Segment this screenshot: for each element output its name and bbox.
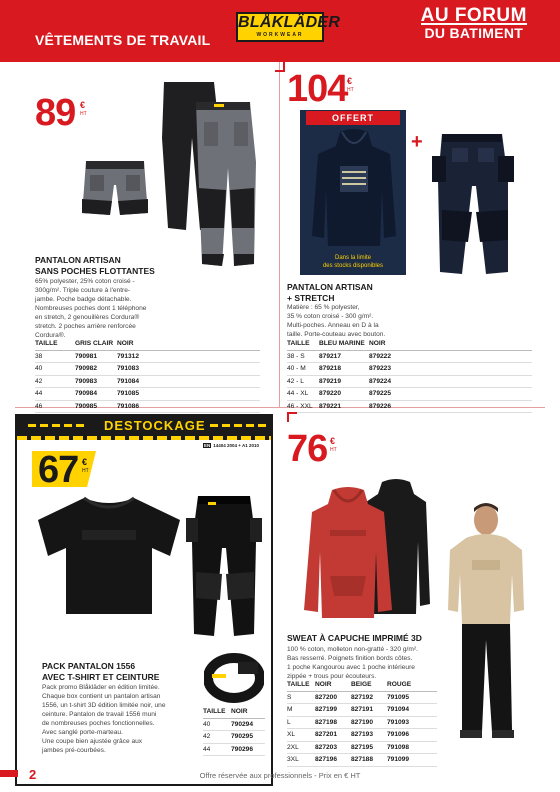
hazard-stripe bbox=[17, 436, 271, 440]
price-product-1: 89 bbox=[35, 92, 76, 134]
desc-line: zippée + trous pour écouteurs. bbox=[287, 673, 377, 680]
shorts-image bbox=[80, 155, 150, 230]
product-3-description bbox=[42, 683, 202, 755]
cell: 791083 bbox=[117, 363, 260, 376]
page-number: 2 bbox=[29, 767, 37, 782]
cell: 40 bbox=[35, 363, 75, 376]
logo-subtext: WORKWEAR bbox=[256, 32, 304, 38]
product-3-size-table bbox=[203, 707, 265, 756]
cell: S bbox=[287, 691, 315, 704]
product-1-description bbox=[35, 277, 270, 340]
model-beige-hoodie-image bbox=[440, 500, 530, 760]
product-4-size-table bbox=[287, 680, 437, 767]
col-header: TAILLE bbox=[287, 339, 319, 350]
cell: 791095 bbox=[387, 691, 437, 704]
cell: 42 bbox=[35, 375, 75, 388]
product-4-description bbox=[287, 645, 462, 681]
cell: 791098 bbox=[387, 741, 437, 754]
column-divider bbox=[279, 62, 280, 407]
cell: 879226 bbox=[369, 400, 532, 413]
table-row bbox=[287, 741, 437, 754]
cell: 827190 bbox=[351, 716, 387, 729]
brand-line-2: DU BATIMENT bbox=[421, 23, 527, 41]
col-header: NOIR bbox=[231, 707, 265, 718]
corner-mark bbox=[287, 412, 297, 422]
banner-dash-right bbox=[210, 424, 270, 427]
product-1-title bbox=[35, 255, 155, 277]
desc-line: 100 % coton, molleton non-gratté - 320 g/m². bbox=[287, 646, 418, 653]
cell: 42 - L bbox=[287, 375, 319, 388]
table-row bbox=[287, 729, 437, 742]
section-title: VÊTEMENTS DE TRAVAIL bbox=[35, 32, 211, 48]
cell: 44 bbox=[35, 388, 75, 401]
cell: 879217 bbox=[319, 350, 369, 363]
cell: 879224 bbox=[369, 375, 532, 388]
product-2-title-line-1: PANTALON ARTISAN bbox=[287, 282, 373, 292]
product-1-title-line-2: SANS POCHES FLOTTANTES bbox=[35, 266, 155, 276]
product-3-title bbox=[42, 661, 159, 683]
pants-1556-image bbox=[184, 492, 264, 642]
cell: 879225 bbox=[369, 388, 532, 401]
cell: 879223 bbox=[369, 363, 532, 376]
desc-line: 1556, un t-shirt 3D édition limitée noir, une bbox=[42, 702, 166, 709]
product-3-title-line-2: AVEC T-SHIRT ET CEINTURE bbox=[42, 672, 160, 682]
col-header: TAILLE bbox=[203, 707, 231, 718]
desc-line: 1 poche Kangourou avec 1 poche intérieure bbox=[287, 664, 415, 671]
col-header: ROUGE bbox=[387, 680, 437, 691]
table-header-row bbox=[287, 680, 437, 691]
table-header-row bbox=[203, 707, 265, 718]
col-header: NOIR bbox=[315, 680, 351, 691]
cell: 790982 bbox=[75, 363, 117, 376]
table-row bbox=[203, 718, 265, 731]
cell: 827199 bbox=[315, 704, 351, 717]
desc-line: 65% polyester, 25% coton croisé - bbox=[35, 278, 135, 285]
col-header: NOIR bbox=[369, 339, 532, 350]
table-row bbox=[287, 388, 532, 401]
cell: 791094 bbox=[387, 704, 437, 717]
cell: 791086 bbox=[117, 400, 260, 413]
table-row bbox=[35, 388, 260, 401]
product-2-title-line-2: + STRETCH bbox=[287, 293, 335, 303]
table-row bbox=[203, 743, 265, 756]
table-row bbox=[287, 350, 532, 363]
cell: 790295 bbox=[231, 731, 265, 744]
cell: 827193 bbox=[351, 729, 387, 742]
tax-label: HT bbox=[82, 468, 89, 474]
cell: 827192 bbox=[351, 691, 387, 704]
table-row bbox=[35, 363, 260, 376]
tax-label: HT bbox=[330, 447, 337, 453]
product-2-description bbox=[287, 303, 537, 339]
currency-symbol: € bbox=[347, 76, 353, 86]
table-row bbox=[35, 375, 260, 388]
cell: 790983 bbox=[75, 375, 117, 388]
desc-line: Nombreuses poches dont 1 téléphone bbox=[35, 305, 147, 312]
product-3-title-line-1: PACK PANTALON 1556 bbox=[42, 661, 136, 671]
table-header-row bbox=[287, 339, 532, 350]
belt-image bbox=[204, 652, 264, 706]
tshirt-image bbox=[34, 494, 184, 618]
col-header: BLEU MARINE bbox=[319, 339, 369, 350]
desc-line: Avec sanglé porte-marteau. bbox=[42, 729, 123, 736]
currency-symbol: € bbox=[330, 436, 336, 446]
tax-label: HT bbox=[80, 111, 87, 117]
table-row bbox=[35, 400, 260, 413]
cell: 791099 bbox=[387, 754, 437, 767]
destockage-label: DESTOCKAGE bbox=[104, 418, 206, 433]
banner-dash-left bbox=[28, 424, 88, 427]
table-row bbox=[203, 731, 265, 744]
col-header: NOIR bbox=[117, 339, 260, 350]
table-row bbox=[287, 704, 437, 717]
table-row bbox=[35, 350, 260, 363]
product-2-title bbox=[287, 282, 373, 304]
desc-line: taille. Porte-couteau avec bouton. bbox=[287, 331, 386, 338]
currency-symbol: € bbox=[80, 100, 86, 110]
desc-line: ceinture. Pantalon de travail 1556 muni bbox=[42, 711, 157, 718]
cell: 827200 bbox=[315, 691, 351, 704]
cell: 791096 bbox=[387, 729, 437, 742]
col-header: BEIGE bbox=[351, 680, 387, 691]
currency-symbol: € bbox=[82, 457, 88, 467]
footer-note: Offre réservée aux professionnels - Prix en € HT bbox=[199, 771, 361, 780]
table-row bbox=[287, 691, 437, 704]
cell: 827196 bbox=[315, 754, 351, 767]
desc-line: Chaque box contient un pantalon artisan bbox=[42, 693, 161, 700]
blaklader-logo bbox=[236, 12, 341, 42]
cell: 879218 bbox=[319, 363, 369, 376]
cell: 46 - XXL bbox=[287, 400, 319, 413]
desc-line: jambe. Poche badge détachable. bbox=[35, 296, 132, 303]
col-header: TAILLE bbox=[287, 680, 315, 691]
cell: 791085 bbox=[117, 388, 260, 401]
table-row bbox=[287, 716, 437, 729]
table-header-row bbox=[35, 339, 260, 350]
cell: 879221 bbox=[319, 400, 369, 413]
cell: 790294 bbox=[231, 718, 265, 731]
price-product-3: 67 bbox=[38, 449, 79, 491]
cell: 42 bbox=[203, 731, 231, 744]
cell: 879220 bbox=[319, 388, 369, 401]
cell: 827201 bbox=[315, 729, 351, 742]
desc-line: en stretch, 2 genouillères Cordura® bbox=[35, 314, 140, 321]
en-norm-badge bbox=[203, 443, 259, 448]
cell: 44 bbox=[203, 743, 231, 756]
desc-line: Multi-poches. Anneau en D à la bbox=[287, 322, 379, 329]
pants-artisan-image bbox=[150, 78, 270, 268]
table-row bbox=[287, 375, 532, 388]
price-product-4: 76 bbox=[287, 428, 328, 470]
cell: 44 - XL bbox=[287, 388, 319, 401]
tax-label: HT bbox=[347, 87, 354, 93]
product-2-size-table bbox=[287, 339, 532, 413]
desc-line: Pack promo Blåkläder en édition limitée. bbox=[42, 684, 160, 691]
desc-line: Une coupe bien ajustée grâce aux bbox=[42, 738, 143, 745]
cell: 790981 bbox=[75, 350, 117, 363]
hoodie-gift-image bbox=[310, 128, 398, 252]
product-4-title: SWEAT À CAPUCHE IMPRIMÉ 3D bbox=[287, 633, 422, 643]
cell: 879219 bbox=[319, 375, 369, 388]
offert-badge: OFFERT bbox=[306, 111, 400, 125]
plus-icon: + bbox=[411, 131, 423, 153]
cell: XL bbox=[287, 729, 315, 742]
col-header: TAILLE bbox=[35, 339, 75, 350]
desc-line: de nombreuses poches fonctionnelles. bbox=[42, 720, 155, 727]
offert-note-line-1: Dans la limite bbox=[334, 255, 371, 261]
corner-mark bbox=[275, 62, 285, 72]
cell: 791312 bbox=[117, 350, 260, 363]
table-row bbox=[287, 400, 532, 413]
product-1-title-line-1: PANTALON ARTISAN bbox=[35, 255, 121, 265]
store-brand bbox=[420, 5, 527, 41]
cell: 827188 bbox=[351, 754, 387, 767]
desc-line: Matière : 65 % polyester, bbox=[287, 304, 360, 311]
brand-line-1: AU FORUM bbox=[420, 5, 527, 26]
table-row bbox=[287, 363, 532, 376]
cell: 40 bbox=[203, 718, 231, 731]
desc-line: Cordura®. bbox=[35, 332, 66, 339]
offert-note-line-2: des stocks disponibles bbox=[322, 263, 384, 269]
table-row bbox=[287, 754, 437, 767]
cell: 3XL bbox=[287, 754, 315, 767]
desc-line: jambes pré-courbées. bbox=[42, 747, 106, 754]
cell: 791084 bbox=[117, 375, 260, 388]
cell: 38 - S bbox=[287, 350, 319, 363]
offert-note bbox=[300, 254, 406, 270]
desc-line: 35 % coton croisé - 300 g/m². bbox=[287, 313, 374, 320]
en-norm-text: 14404 2004 + A1 2010 bbox=[213, 443, 260, 448]
cell: 879222 bbox=[369, 350, 532, 363]
desc-line: 300g/m². Triple couture à l'entre- bbox=[35, 287, 131, 294]
desc-line: Bas resserré. Poignets finition bords côtes. bbox=[287, 655, 413, 662]
cell: 790985 bbox=[75, 400, 117, 413]
product-1-size-table bbox=[35, 339, 260, 413]
cell: 790296 bbox=[231, 743, 265, 756]
pants-stretch-image bbox=[428, 130, 520, 278]
cell: 827195 bbox=[351, 741, 387, 754]
cell: 827203 bbox=[315, 741, 351, 754]
cell: M bbox=[287, 704, 315, 717]
cell: 791093 bbox=[387, 716, 437, 729]
logo-text: BLÅKLÄDER bbox=[238, 14, 341, 31]
cell: 790984 bbox=[75, 388, 117, 401]
cell: 2XL bbox=[287, 741, 315, 754]
col-header: GRIS CLAIR bbox=[75, 339, 117, 350]
desc-line: stretch. 2 poches arrière renforcée bbox=[35, 323, 136, 330]
hoodie-red-image bbox=[300, 486, 396, 622]
cell: L bbox=[287, 716, 315, 729]
cell: 38 bbox=[35, 350, 75, 363]
cell: 827198 bbox=[315, 716, 351, 729]
cell: 827191 bbox=[351, 704, 387, 717]
cell: 40 - M bbox=[287, 363, 319, 376]
price-product-2: 104 bbox=[287, 68, 348, 110]
en-label: EN bbox=[204, 443, 211, 448]
cell: 46 bbox=[35, 400, 75, 413]
